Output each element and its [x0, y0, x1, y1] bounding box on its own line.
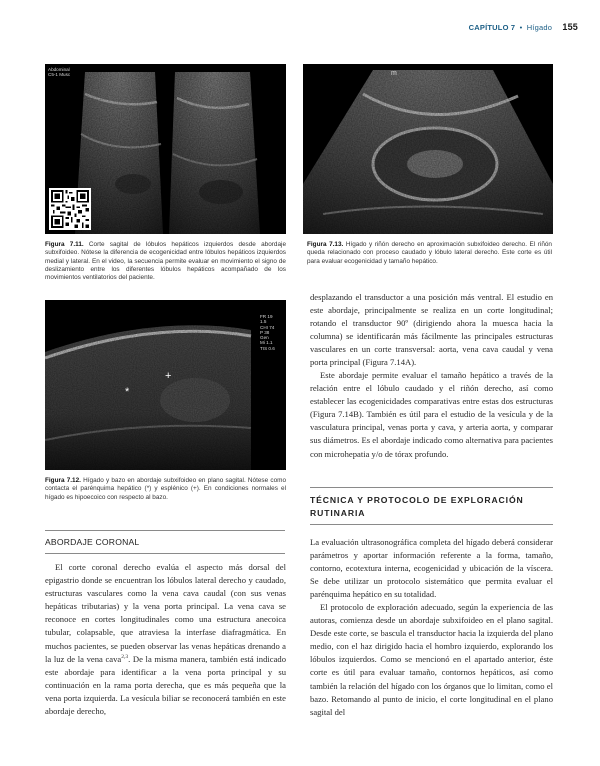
- section-heading-tecnica: TÉCNICA Y PROTOCOLO DE EXPLORACIÓN RUTINARIA: [310, 495, 524, 518]
- us-overlay-line: Abdominal: [48, 67, 70, 72]
- caption-label: Figura 7.13.: [307, 241, 344, 248]
- citation: 2,3: [121, 653, 129, 660]
- us-setting: Mi 1.1: [260, 340, 273, 346]
- liver-marker: *: [125, 386, 130, 398]
- figure-7-11-image: [45, 64, 286, 234]
- us-setting: CHI 74: [260, 324, 275, 330]
- header-separator: •: [519, 23, 523, 32]
- us-setting: P 38: [260, 329, 270, 335]
- caption-text: Hígado y riñón derecho en aproximación subxifoideo derecho. El riñón queda relacionado con proceso caudado y lóbulo lateral derecho. Este corte es útil para evaluar ecogenicidad y tamaño hepático.: [307, 241, 552, 265]
- us-settings-readout: [260, 314, 275, 351]
- body-paragraph: La evaluación ultrasonográfica completa del hígado deberá considerar parámetros y aportar información referente a la forma, tamaño, contorno, ecotextura interna, ecogenicidad y ubicación de la víscera. Se debe utilizar un protocolo sistemático que permita evaluar el parénquima hepático en su totalidad.: [310, 537, 553, 600]
- caption-label: Figura 7.11.: [45, 241, 84, 248]
- us-setting: FR 19: [260, 314, 273, 319]
- section-heading-abordaje-coronal: ABORDAJE CORONAL: [45, 537, 140, 547]
- body-paragraph: El protocolo de exploración adecuado, según la experiencia de las autoras, comienza desde un abordaje subxifoideo en el plano sagital. Desde este corte, se bascula el transductor hacia la izquierda del plano medio, con el haz dirigido hacia el hombro izquierdo, explorando los lóbulos izquierdos. Como se mencionó en el apartado anterior, éste corte es útil para evaluar tamaño, contornos hepáticos, así como también la relación del hígado con los órganos que lo limitan, como el bazo. Retomando al punto de inicio, el corte longitudinal en el plano sagital del: [310, 602, 553, 717]
- us-overlay-line: C5-1 Musc: [48, 72, 71, 78]
- figure-7-12-caption: [45, 477, 286, 502]
- figure-7-13-caption: [307, 241, 552, 266]
- figure-7-12-image: [45, 300, 286, 470]
- running-header: [469, 22, 578, 32]
- figure-7-13-image: [303, 64, 553, 234]
- section-label: Hígado: [526, 23, 553, 32]
- qr-code[interactable]: [49, 188, 91, 230]
- page-number: 155: [562, 22, 578, 32]
- us-setting: TIS 0.6: [260, 345, 275, 351]
- paragraph-text: . De la misma manera, también está indicado este abordaje para identificar a la vena porta principal y su continuación en la rama porta derecha, que es más pequeña que la vena porta izquierda. La vesícula biliar se reconocerá también en este abordaje derecho,: [45, 653, 286, 717]
- figure-7-11-caption: [45, 241, 286, 282]
- caption-text: Corte sagital de lóbulos hepáticos izquierdos desde abordaje subxifoideo. Nótese la diferencia de ecogenicidad entre lóbulos hepáticos izquierdos medial y lateral. En el video, la secuencia permite evaluar en movimiento el signo de deslizamiento entre los diferentes lóbulos hepáticos acompañado de los movimientos ventilatorios del paciente.: [45, 241, 286, 282]
- paragraph-text: El corte coronal derecho evalúa el aspecto más dorsal del epigastrio donde se encuentran los lóbulos lateral derecho y caudado, estructuras vasculares como la vena cava caudal (con sus venas hepáticas tributarias) y la vena porta principal. La vena cava se reconoce en cortes longitudinales como una estructura anecoica tubular, colapsable, que atraviesa la interfase diafragmática. En muchos pacientes, se pueden observar las venas hepáticas drenando a la luz de la vena cava: [45, 562, 286, 664]
- qr-code-icon: [51, 190, 89, 228]
- spleen-marker: +: [165, 370, 172, 382]
- section-rule-bottom: [310, 524, 553, 525]
- chapter-label: CAPÍTULO 7: [468, 23, 516, 32]
- caption-text: Hígado y bazo en abordaje subxifoideo en plano sagital. Nótese como contacta el parénquima hepático (*) y esplénico (+). En condiciones normales el hígado es hipoecoico con respecto al bazo.: [45, 477, 286, 501]
- body-paragraph: Este abordaje permite evaluar el tamaño hepático a través de la relación entre el lóbulo caudado y el riñón derecho, así como establecer las ecogenicidades comparativas entre estas dos estructuras (Figura 7.14B). También es útil para el estudio de la vesícula y de la vasculatura principal, venas porta y cava, y arteria aorta, y comparar sus diámetros. Es el abordaje indicado como alternativa para pacientes con microhepatia y/o de tórax profundo.: [310, 370, 553, 459]
- body-paragraph: [45, 561, 286, 718]
- section-rule-bottom: [45, 553, 285, 554]
- body-paragraph: desplazando el transductor a una posición más ventral. El estudio en este abordaje, principalmente se realiza en un corte longitudinal; rotando el transductor 90º (dirigiendo ahora la muesca hacia la columna) se identificarán más fácilmente las principales estructuras vasculares en un corte transversal: aorta, vena cava caudal y vena porta principal (Figura 7.14A).: [310, 292, 553, 368]
- caption-label: Figura 7.12.: [45, 477, 81, 484]
- section-rule-top: [310, 487, 553, 488]
- section-rule-top: [45, 530, 285, 531]
- us-setting: Gen: [260, 335, 269, 341]
- us-setting: 1.5: [260, 319, 267, 325]
- probe-orientation-mark: m: [391, 70, 397, 77]
